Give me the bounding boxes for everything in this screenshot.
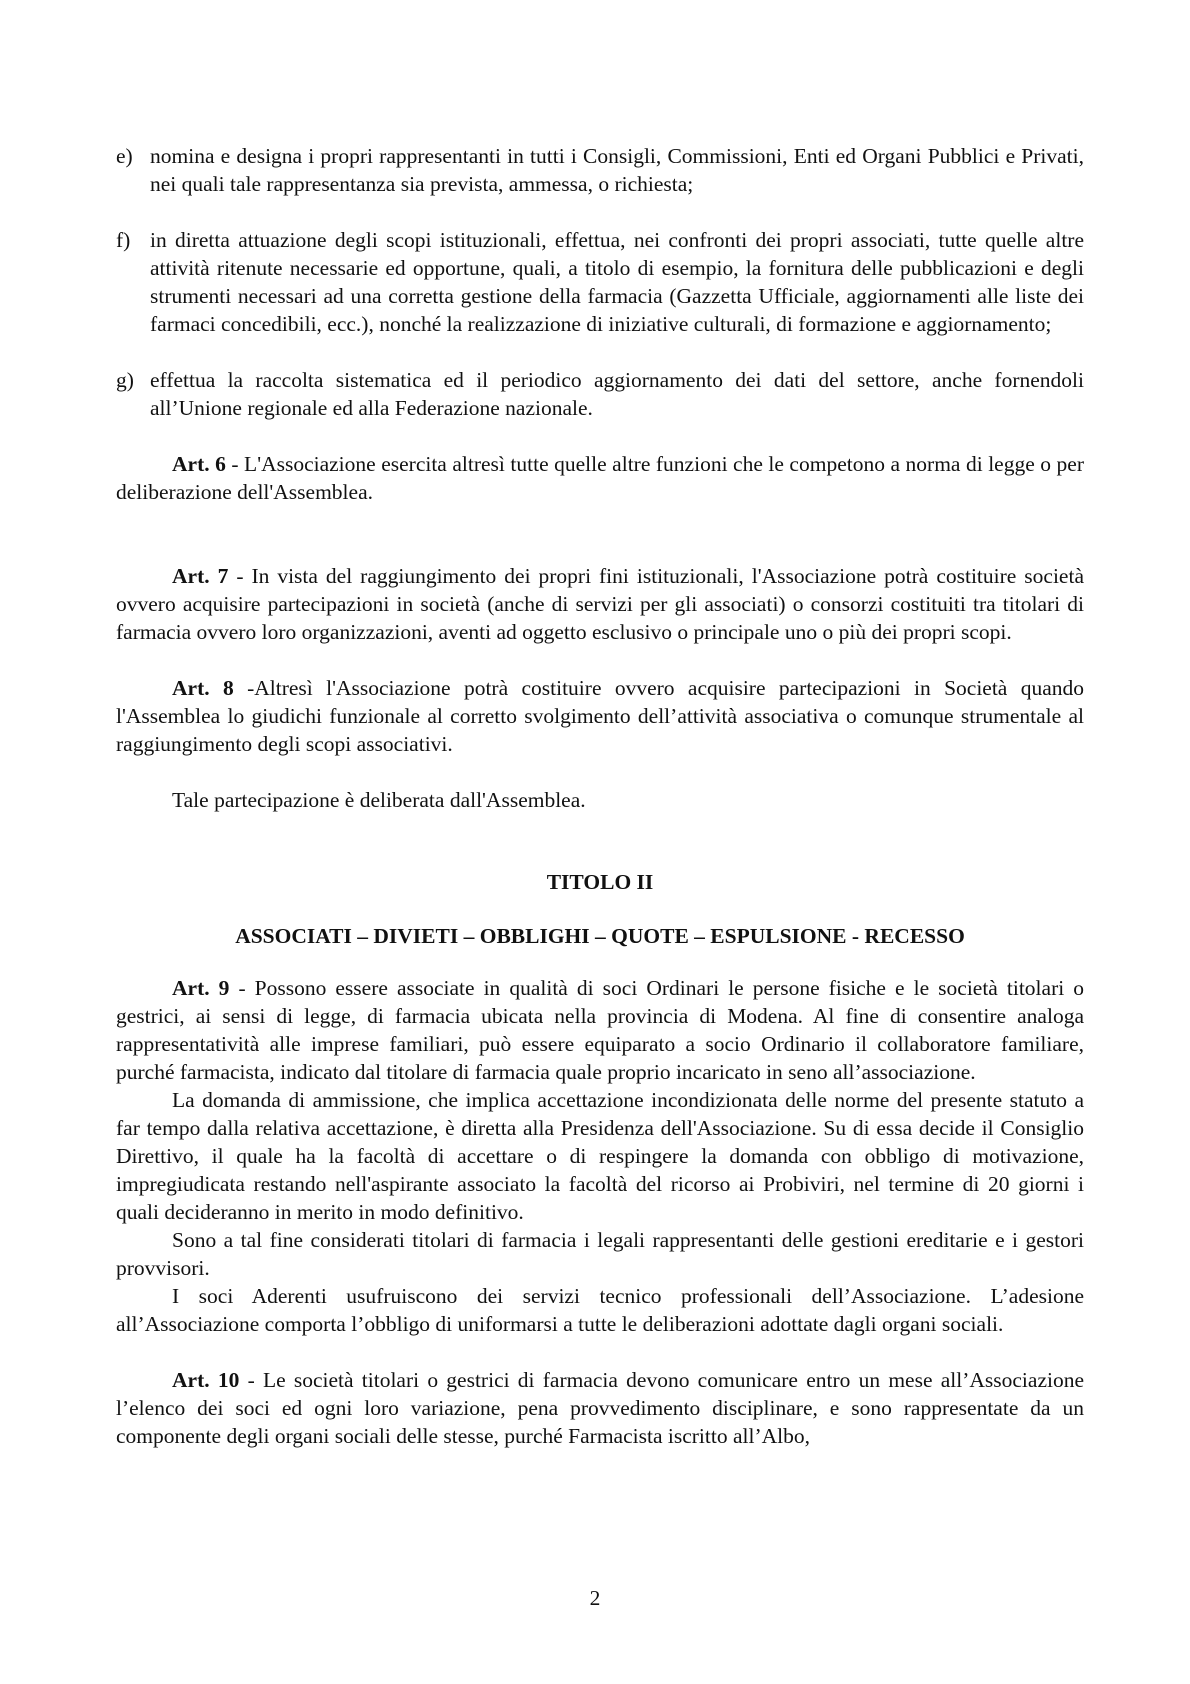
article-text: - In vista del raggiungimento dei propri fini istituzionali, l'Associazione potrà costituire società ovvero acquisire partecipazioni in società (anche di servizi per gli associati) o consorzi costituiti tra titolari di farmacia ovvero loro organizzazioni, aventi ad oggetto esclusivo o principale uno o più dei propri scopi. (116, 564, 1084, 644)
article-9-paragraph-3: Sono a tal fine considerati titolari di farmacia i legali rappresentanti delle gestioni ereditarie e i gestori provvisori. (116, 1228, 1084, 1280)
article-text: - Possono essere associate in qualità di soci Ordinari le persone fisiche e le società titolari o gestrici, ai sensi di legge, di farmacia ubicata nella provincia di Modena. Al fine di consentire analoga rappresentatività alle imprese familiari, può essere equiparato a socio Ordinario il collaboratore familiare, purché farmacista, indicato dal titolare di farmacia quale proprio incaricato in seno all’associazione. (116, 976, 1085, 1084)
article-text: - L'Associazione esercita altresì tutte quelle altre funzioni che le competono a norma di legge o per deliberazione dell'Assemblea. (116, 452, 1084, 504)
article-8-note: Tale partecipazione è deliberata dall'Assemblea. (172, 788, 586, 812)
article-label: Art. 10 (172, 1368, 240, 1392)
article-label: Art. 7 (172, 564, 229, 588)
article-8 (116, 674, 1084, 758)
list-item-text: effettua la raccolta sistematica ed il periodico aggiornamento dei dati del settore, anche fornendoli all’Unione regionale ed alla Federazione nazionale. (150, 368, 1084, 420)
article-7 (116, 562, 1084, 646)
list-item-e (116, 142, 1084, 198)
article-label: Art. 8 (172, 676, 234, 700)
article-label: Art. 6 (172, 452, 226, 476)
article-label: Art. 9 (172, 976, 230, 1000)
list-item-f (116, 226, 1084, 338)
article-9-paragraph-4: I soci Aderenti usufruiscono dei servizi tecnico professionali dell’Associazione. L’adesione all’Associazione comporta l’obbligo di uniformarsi a tutte le deliberazioni adottate dagli organi sociali. (116, 1284, 1084, 1336)
article-9-paragraph-2: La domanda di ammissione, che implica accettazione incondizionata delle norme del presente statuto a far tempo dalla relativa accettazione, è diretta alla Presidenza dell'Associazione. Su di essa decide il Consiglio Direttivo, il quale ha la facoltà di accettare o di respingere la domanda con obbligo di motivazione, impregiudicata restando nell'aspirante associato la facoltà del ricorso ai Probiviri, nel termine di 20 giorni i quali decideranno in merito in modo definitivo. (116, 1088, 1084, 1224)
section-title: TITOLO II (546, 870, 654, 894)
article-10 (116, 1366, 1084, 1450)
article-text: - Le società titolari o gestrici di farmacia devono comunicare entro un mese all’Associazione l’elenco dei soci ed ogni loro variazione, pena provvedimento disciplinare, e sono rappresentate da un componente degli organi sociali delle stesse, purché Farmacista iscritto all’Albo, (116, 1368, 1084, 1448)
list-item-text: nomina e designa i propri rappresentanti in tutti i Consigli, Commissioni, Enti ed Organi Pubblici e Privati, nei quali tale rappresentanza sia prevista, ammessa, o richiesta; (150, 144, 1084, 196)
article-9 (116, 974, 1084, 1086)
list-marker: g) (116, 368, 134, 392)
list-marker: f) (116, 228, 131, 252)
document-page (116, 142, 1084, 1450)
list-marker: e) (116, 144, 133, 168)
article-6 (116, 450, 1084, 506)
list-item-text: in diretta attuazione degli scopi istituzionali, effettua, nei confronti dei propri associati, tutte quelle altre attività ritenute necessarie ed opportune, quali, a titolo di esempio, la fornitura delle pubblicazioni e degli strumenti necessari ad una corretta gestione della farmacia (Gazzetta Ufficiale, aggiornamenti alle liste dei farmaci concedibili, ecc.), nonché la realizzazione di iniziative culturali, di formazione e aggiornamento; (150, 228, 1084, 336)
section-subtitle: ASSOCIATI – DIVIETI – OBBLIGHI – QUOTE – ESPULSIONE - RECESSO (235, 924, 965, 948)
page-number: 2 (589, 1586, 601, 1610)
list-item-g (116, 366, 1084, 422)
article-text: -Altresì l'Associazione potrà costituire ovvero acquisire partecipazioni in Società quando l'Assemblea lo giudichi funzionale al corretto svolgimento dell’attività associativa o comunque strumentale al raggiungimento degli scopi associativi. (116, 676, 1084, 756)
